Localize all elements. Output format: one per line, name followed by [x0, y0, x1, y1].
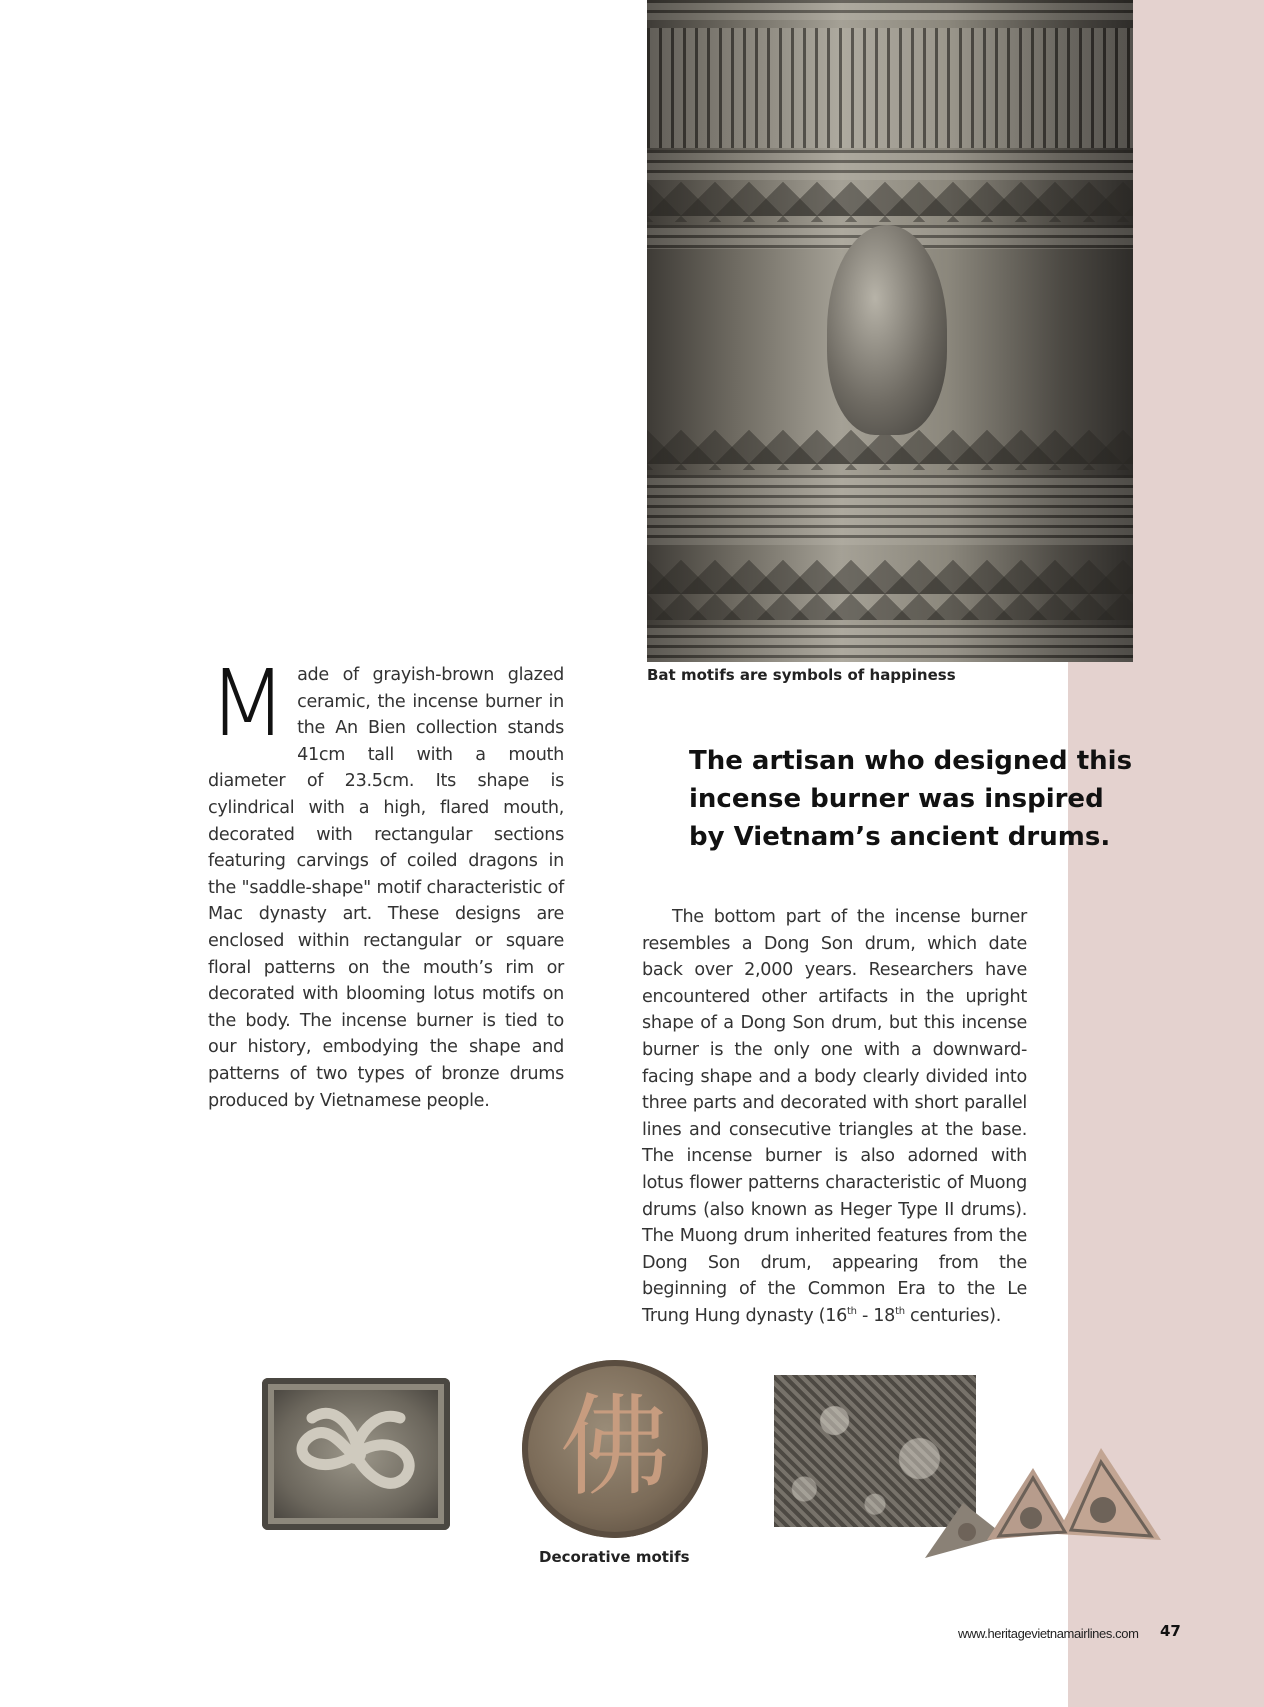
drop-cap: M [208, 650, 288, 757]
body-paragraph [642, 904, 1027, 1330]
intro-paragraph [208, 650, 564, 1114]
intro-text: ade of grayish-brown glazed ceramic, the incense burner in the An Bien collection stands 41cm tall with a mouth diameter of 23.5cm. Its shape is cylindrical with a high, flared mouth, decorated with rectangular sections featuring carvings of coiled dragons in the "saddle-shape" motif characteristic of Mac dynasty art. These designs are enclosed within rectangular or square floral patterns on the mouth’s rim or decorated with blooming lotus motifs on the body. The incense burner is tied to our history, embodying the shape and patterns of two types of bronze drums produced by Vietnamese people. [208, 665, 564, 1111]
body-text-2: - 18 [856, 1305, 896, 1326]
buddha-character-medallion [522, 1360, 708, 1538]
body-text-1: The bottom part of the incense burner resembles a Dong Son drum, which date back over 2,000 years. Researchers have encountered other artifacts in the upright shape of a Dong Son drum, but this incense burner is the only one with a downward-facing shape and a body clearly divided into three parts and decorated with short parallel lines and consecutive triangles at the base. The incense burner is also adorned with lotus flower patterns characteristic of Muong drums (also known as Heger Type II drums). The Muong drum inherited features from the Dong Son drum, appearing from the beginning of the Common Era to the Le Trung Hung dynasty (16 [642, 907, 1027, 1326]
pull-quote: The artisan who designed this incense burner was inspired by Vietnam’s ancient drums. [689, 746, 1133, 852]
body-text-3: centuries). [904, 1305, 1002, 1326]
lotus-triangle-border [925, 1448, 1163, 1560]
superscript-1: th [846, 1306, 857, 1318]
footer-url[interactable]: www.heritagevietnamairlines.com [958, 1626, 1139, 1641]
incense-burner-photo [647, 0, 1133, 662]
photo-caption: Bat motifs are symbols of happiness [647, 666, 956, 684]
dragon-motif-tile [262, 1378, 450, 1530]
buddha-character: 佛 [560, 1383, 670, 1511]
superscript-2: th [895, 1306, 905, 1318]
page-number: 47 [1160, 1622, 1181, 1640]
motifs-caption: Decorative motifs [539, 1548, 690, 1566]
